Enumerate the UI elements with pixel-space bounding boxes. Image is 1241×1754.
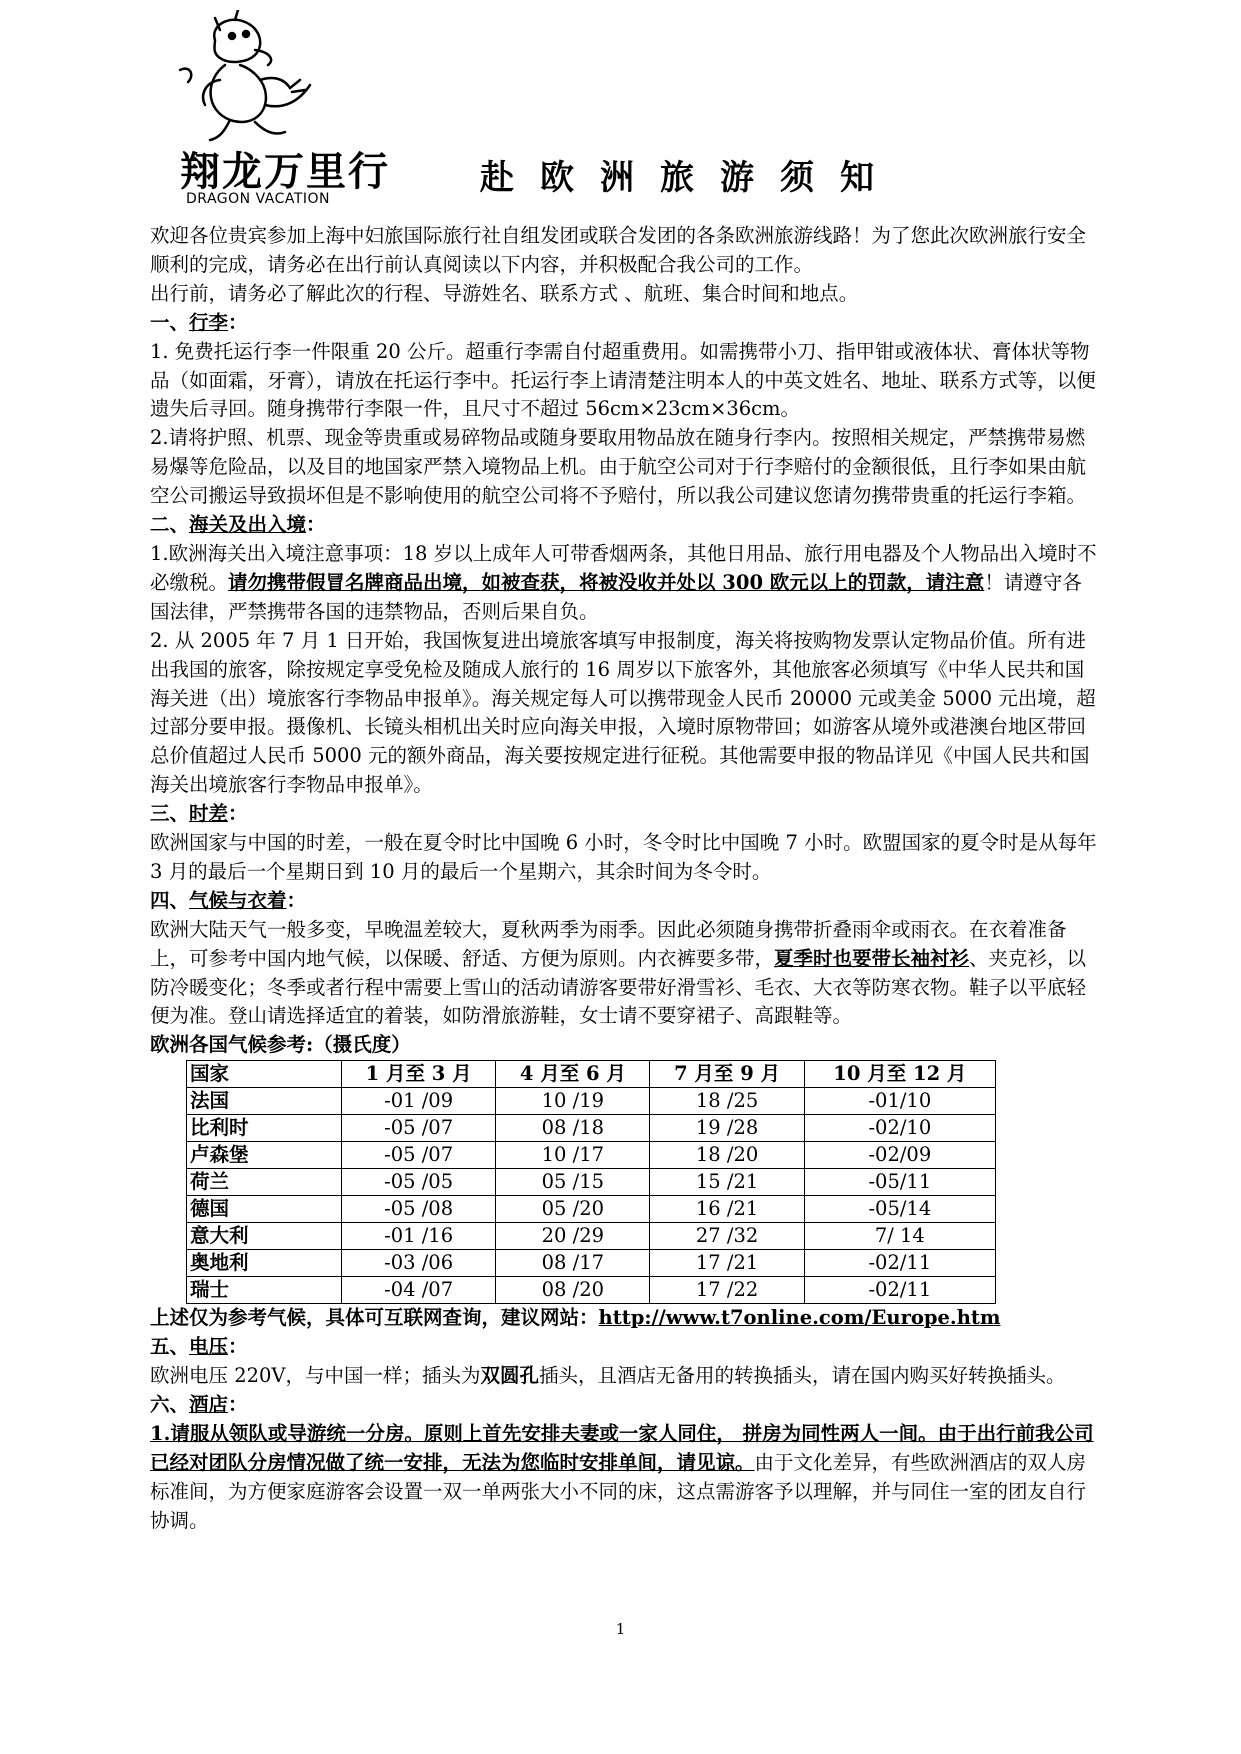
temperature-cell: -01 /09 <box>342 1088 496 1115</box>
section-number: 四、 <box>150 888 190 912</box>
temperature-cell: 18 /25 <box>650 1088 804 1115</box>
temperature-cell: -01/10 <box>804 1088 995 1115</box>
table-header: 1 月至 3 月 <box>342 1061 496 1088</box>
table-row <box>187 1250 996 1277</box>
temperature-cell: 18 /20 <box>650 1142 804 1169</box>
country-cell: 瑞士 <box>187 1277 342 1304</box>
intro-paragraph-2: 出行前，请务必了解此次的行程、导游姓名、联系方式 、航班、集合时间和地点。 <box>150 281 859 305</box>
table-header: 10 月至 12 月 <box>804 1061 995 1088</box>
temperature-cell: 16 /21 <box>650 1196 804 1223</box>
country-cell: 奥地利 <box>187 1250 342 1277</box>
climate-emphasis: 夏季时也要带长袖衬衫 <box>774 946 970 970</box>
section-heading-customs <box>150 511 1100 540</box>
temperature-cell: -05 /08 <box>342 1196 496 1223</box>
section-colon: ： <box>228 802 248 826</box>
climate-text: 欧洲大陆天气一般多变，早晚温差较大，夏秋两季为雨季。因此必须随身携带折叠雨伞或雨衣。在衣着准备上，可参考中国内地气候，以保暖、舒适、方便为原则。内衣裤要多带， <box>150 917 1067 970</box>
climate-table-note <box>150 1304 1100 1333</box>
section-number: 二、 <box>150 513 190 537</box>
luggage-paragraph-2: 2.请将护照、机票、现金等贵重或易碎物品或随身要取用物品放在随身行李内。按照相关规定，严禁携带易燃易爆等危险品，以及目的地国家严禁入境物品上机。由于航空公司对于行李赔付的金额很低，且行李如果由航空公司搬运导致损坏但是不影响使用的航空公司将不予赔付，所以我公司建议您请勿携带贵重的托运行李箱。 <box>150 426 1087 508</box>
temperature-cell: -04 /07 <box>342 1277 496 1304</box>
section-title: 酒店 <box>189 1393 229 1416</box>
logo-english-name: DRAGON VACATION <box>186 191 331 207</box>
logo-chinese-name: 翔龙万里行 <box>180 148 390 195</box>
temperature-cell: 08 /18 <box>496 1115 650 1142</box>
temperature-cell: -02/09 <box>804 1142 995 1169</box>
country-cell: 比利时 <box>187 1115 342 1142</box>
table-header: 国家 <box>187 1061 342 1088</box>
temperature-cell: -05 /07 <box>342 1142 496 1169</box>
temperature-cell: 10 /17 <box>496 1142 650 1169</box>
customs-text-end: ！请遵守各国法律，严禁携带各国的违禁物品，否则后果自负。 <box>150 570 1082 623</box>
temperature-cell: 05 /20 <box>496 1196 650 1223</box>
temperature-cell: 7/ 14 <box>804 1223 995 1250</box>
temperature-cell: 27 /32 <box>650 1223 804 1250</box>
section-number: 三、 <box>150 802 190 826</box>
temperature-cell: -01 /16 <box>342 1223 496 1250</box>
voltage-text-end: 插头，且酒店无备用的转换插头，请在国内购买好转换插头。 <box>539 1364 1066 1388</box>
dragon-mascot-icon <box>160 10 340 150</box>
voltage-paragraph <box>150 1362 1100 1391</box>
climate-text-end: 、夹克衫，以防冷暖变化；冬季或者行程中需要上雪山的活动请游客要带好滑雪衫、毛衣、大衣等防寒衣物。鞋子以平底轻便为准。登山请选择适宜的着装，如防滑旅游鞋，女士请不要穿裙子、高跟鞋等。 <box>150 946 1087 1028</box>
page-number: 1 <box>615 1620 626 1638</box>
temperature-cell: -02/10 <box>804 1115 995 1142</box>
country-cell: 德国 <box>187 1196 342 1223</box>
section-title: 行李 <box>189 310 229 334</box>
country-cell: 卢森堡 <box>187 1142 342 1169</box>
section-number: 五、 <box>150 1335 190 1359</box>
temperature-cell: -05/11 <box>804 1169 995 1196</box>
climate-paragraph <box>150 916 1100 1032</box>
table-row <box>187 1277 996 1304</box>
temperature-cell: 15 /21 <box>650 1169 804 1196</box>
hotel-paragraph <box>150 1420 1100 1536</box>
section-title: 气候与衣着 <box>189 888 287 912</box>
luggage-paragraph-1: 1. 免费托运行李一件限重 20 公斤。超重行李需自付超重费用。如需携带小刀、指甲钳或液体状、膏体状等物品（如面霜，牙膏），请放在托运行李中。托运行李上请清楚注明本人的中英文姓名、地址、联系方式等，以便遗失后寻回。随身携带行李限一件，且尺寸不超过 56cm×23cm×36cm。 <box>150 339 1096 421</box>
section-title: 电压 <box>189 1335 229 1359</box>
customs-warning: 请勿携带假冒名牌商品出境，如被查获，将被没收并处以 300 欧元以上的罚款，请注意 <box>228 570 985 594</box>
table-row <box>187 1196 996 1223</box>
table-header: 4 月至 6 月 <box>496 1061 650 1088</box>
section-number: 一、 <box>150 310 190 334</box>
climate-table <box>186 1060 996 1304</box>
climate-table-caption: 欧洲各国气候参考:（摄氏度） <box>150 1033 411 1057</box>
temperature-cell: 10 /19 <box>496 1088 650 1115</box>
customs-paragraph-2: 2. 从 2005 年 7 月 1 日开始，我国恢复进出境旅客填写申报制度，海关将按购物发票认定物品价值。所有进出我国的旅客，除按规定享受免检及随成人旅行的 16 周岁以下旅客外，其他旅客必须填写《中华人民共和国海关进（出）境旅客行李物品申报单》。海关规定每人可以携带现金人民币 20000 元或美金 5000 元出境，超过部分要申报。摄像机、长镜头相机出关时应向海关申报，入境时原物带回；如游客从境外或港澳台地区带回总价值超过人民币 5000 元的额外商品，海关要按规定进行征税。其他需要申报的物品详见《中国人民共和国海关出境旅客行李物品申报单》。 <box>150 628 1096 797</box>
section-heading-time-difference <box>150 800 1100 829</box>
country-cell: 荷兰 <box>187 1169 342 1196</box>
table-row <box>187 1169 996 1196</box>
section-colon: ： <box>306 513 326 537</box>
voltage-text: 欧洲电压 220V，与中国一样；插头为 <box>150 1364 481 1388</box>
hotel-text: 由于文化差异，有些欧洲酒店的双人房标准间，为方便家庭游客会设置一双一单两张大小不同的床，这点需游客予以理解，并与同住一室的团友自行协调。 <box>150 1450 1087 1532</box>
section-colon: ： <box>228 1335 248 1359</box>
table-row <box>187 1088 996 1115</box>
hotel-emphasis: 1.请服从领队或导游统一分房。原则上首先安排夫妻或一家人同住， 拼房为同性两人一间。由于出行前我公司已经对团队分房情况做了统一安排，无法为您临时安排单间，请见谅。 <box>150 1421 1094 1474</box>
section-title: 时差 <box>189 802 229 826</box>
voltage-emphasis: 双圆孔 <box>480 1364 540 1388</box>
reference-link[interactable]: http://www.t7online.com/Europe.htm <box>598 1306 1001 1330</box>
section-number: 六、 <box>150 1393 190 1416</box>
section-heading-hotel <box>150 1391 1100 1420</box>
customs-paragraph-1 <box>150 540 1100 627</box>
country-cell: 意大利 <box>187 1223 342 1250</box>
temperature-cell: 20 /29 <box>496 1223 650 1250</box>
table-header: 7 月至 9 月 <box>650 1061 804 1088</box>
table-row <box>187 1142 996 1169</box>
table-row <box>187 1223 996 1250</box>
temperature-cell: -05 /05 <box>342 1169 496 1196</box>
temperature-cell: -05 /07 <box>342 1115 496 1142</box>
temperature-cell: -03 /06 <box>342 1250 496 1277</box>
temperature-cell: 17 /22 <box>650 1277 804 1304</box>
table-header-row <box>187 1061 996 1088</box>
section-colon: ： <box>228 310 248 334</box>
temperature-cell: 19 /28 <box>650 1115 804 1142</box>
document-body <box>150 222 1100 1536</box>
intro-paragraph-1: 欢迎各位贵宾参加上海中妇旅国际旅行社自组发团或联合发团的各条欧洲旅游线路！为了您此次欧洲旅行安全顺利的完成，请务必在出行前认真阅读以下内容，并积极配合我公司的工作。 <box>150 224 1087 276</box>
country-cell: 法国 <box>187 1088 342 1115</box>
temperature-cell: -05/14 <box>804 1196 995 1223</box>
section-title: 海关及出入境 <box>189 513 307 537</box>
temperature-cell: 05 /15 <box>496 1169 650 1196</box>
note-text: 上述仅为参考气候，具体可互联网查询，建议网站： <box>150 1306 599 1330</box>
section-heading-luggage <box>150 309 1100 338</box>
page-title: 赴欧洲旅游须知 <box>480 158 900 198</box>
section-colon: ： <box>286 888 307 912</box>
section-heading-voltage <box>150 1333 1100 1362</box>
section-heading-climate <box>150 887 1100 916</box>
time-difference-paragraph: 欧洲国家与中国的时差，一般在夏令时比中国晚 6 小时，冬令时比中国晚 7 小时。欧盟国家的夏令时是从每年 3 月的最后一个星期日到 10 月的最后一个星期六，其余时间为冬令时。 <box>150 831 1097 883</box>
temperature-cell: -02/11 <box>804 1250 995 1277</box>
customs-text: 1.欧洲海关出入境注意事项：18 岁以上成年人可带香烟两条，其他日用品、旅行用电器及个人物品出入境时不必缴税。 <box>150 541 1097 594</box>
temperature-cell: 17 /21 <box>650 1250 804 1277</box>
section-colon: ： <box>228 1393 248 1416</box>
temperature-cell: -02/11 <box>804 1277 995 1304</box>
temperature-cell: 08 /17 <box>496 1250 650 1277</box>
table-row <box>187 1115 996 1142</box>
temperature-cell: 08 /20 <box>496 1277 650 1304</box>
